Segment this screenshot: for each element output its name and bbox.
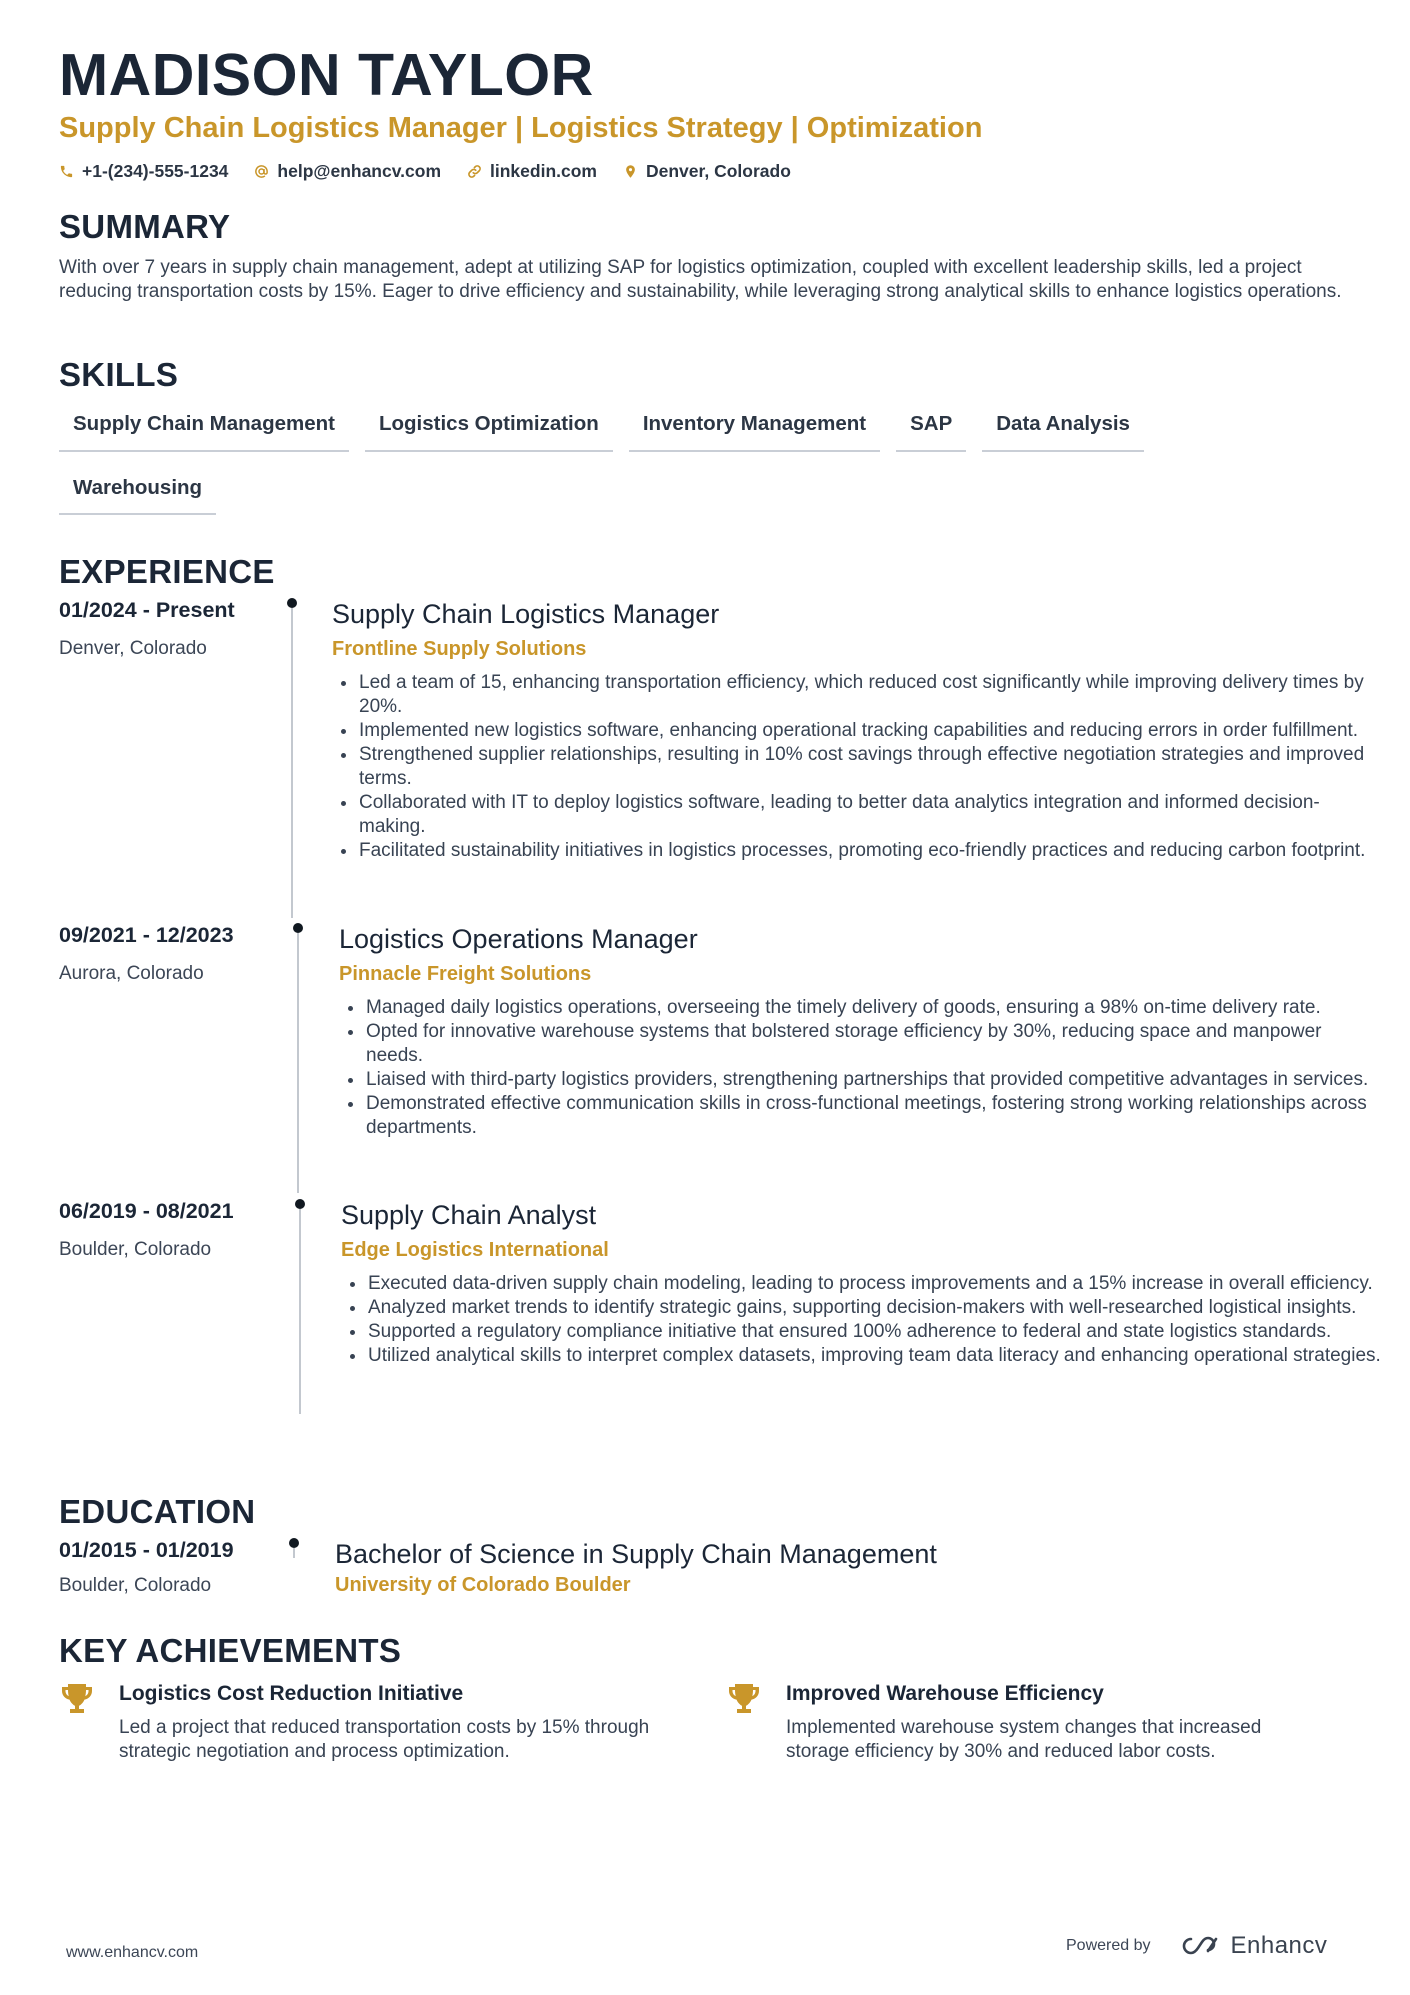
contact-linkedin[interactable] — [467, 161, 597, 182]
experience-bullets — [341, 1272, 1381, 1368]
timeline-line — [299, 1209, 301, 1414]
experience-role: Supply Chain Analyst — [341, 1200, 597, 1230]
skill-tag: Warehousing — [59, 472, 216, 516]
timeline-dot — [287, 598, 297, 608]
achievement-description: Implemented warehouse system changes that increased storage efficiency by 30% and reduced labor costs. — [786, 1717, 1262, 1762]
experience-bullet: Strengthened supplier relationships, resulting in 10% cost savings through effective negotiation strategies and improved terms. — [332, 743, 1372, 791]
contact-phone[interactable] — [59, 161, 228, 182]
education-school: University of Colorado Boulder — [335, 1574, 631, 1597]
candidate-headline: Supply Chain Logistics Manager | Logistics Strategy | Optimization — [59, 112, 983, 144]
experience-bullet: Led a team of 15, enhancing transportation efficiency, which reduced cost significantly while improving delivery times by 20%. — [332, 671, 1372, 719]
experience-dates: 06/2019 - 08/2021 — [59, 1199, 234, 1223]
experience-bullet: Collaborated with IT to deploy logistics software, leading to better data analytics integration and informed decision-making. — [332, 791, 1372, 839]
skills-heading: SKILLS — [59, 356, 179, 393]
timeline-line — [291, 608, 293, 918]
education-dates: 01/2015 - 01/2019 — [59, 1538, 234, 1562]
experience-bullets — [339, 996, 1379, 1140]
skill-tag: Inventory Management — [629, 408, 880, 452]
experience-bullet: Facilitated sustainability initiatives in logistics processes, promoting eco-friendly practices and reducing carbon footprint. — [332, 839, 1372, 863]
achievement-title: Improved Warehouse Efficiency — [786, 1682, 1104, 1705]
location-pin-icon — [623, 164, 638, 179]
experience-bullet: Demonstrated effective communication skills in cross-functional meetings, fostering strong working relationships across departments. — [339, 1092, 1379, 1140]
education-degree: Bachelor of Science in Supply Chain Management — [335, 1539, 937, 1569]
timeline-line — [293, 1548, 295, 1558]
achievement-description: Led a project that reduced transportation costs by 15% through strategic negotiation and process optimization. — [119, 1717, 650, 1762]
contact-email-text: help@enhancv.com — [277, 161, 442, 181]
footer-branding — [1066, 1932, 1327, 1960]
at-icon — [254, 164, 269, 179]
timeline-dot — [293, 923, 303, 933]
achievement-title: Logistics Cost Reduction Initiative — [119, 1682, 464, 1705]
trophy-icon — [59, 1682, 95, 1716]
enhancv-logo-icon — [1177, 1934, 1223, 1958]
brand-logo[interactable] — [1177, 1932, 1328, 1960]
experience-bullet: Opted for innovative warehouse systems that bolstered storage efficiency by 30%, reducing space and manpower needs. — [339, 1020, 1379, 1068]
experience-dates: 01/2024 - Present — [59, 598, 235, 622]
skill-tag: Data Analysis — [982, 408, 1144, 452]
contact-linkedin-text: linkedin.com — [490, 161, 597, 181]
experience-heading: EXPERIENCE — [59, 553, 275, 590]
achievements-heading: KEY ACHIEVEMENTS — [59, 1632, 402, 1669]
experience-bullets — [332, 671, 1372, 863]
skill-tag: Logistics Optimization — [365, 408, 613, 452]
summary-text: With over 7 years in supply chain management, adept at utilizing SAP for logistics optimization, coupled with excellent leadership skills, led a project reducing transportation costs by 15%. Eager to drive efficiency and sustainability, while leveraging strong analytical skills to enhance logistics operations. — [59, 257, 1342, 302]
powered-by-label: Powered by — [1066, 1937, 1151, 1954]
experience-bullet: Executed data-driven supply chain modeling, leading to process improvements and a 15% increase in overall efficiency. — [341, 1272, 1381, 1296]
experience-bullet: Utilized analytical skills to interpret complex datasets, improving team data literacy and enhancing operational strategies. — [341, 1344, 1381, 1368]
trophy-icon — [726, 1682, 762, 1716]
contact-location-text: Denver, Colorado — [645, 161, 791, 181]
timeline-dot — [295, 1199, 305, 1209]
experience-location: Denver, Colorado — [59, 637, 207, 659]
experience-location: Aurora, Colorado — [59, 962, 204, 984]
experience-role: Logistics Operations Manager — [339, 924, 698, 954]
contact-email[interactable] — [254, 161, 441, 182]
experience-bullet: Implemented new logistics software, enhancing operational tracking capabilities and reducing errors in order fulfillment. — [332, 719, 1372, 743]
experience-company: Pinnacle Freight Solutions — [339, 963, 592, 986]
education-heading: EDUCATION — [59, 1493, 256, 1530]
education-location: Boulder, Colorado — [59, 1574, 212, 1596]
skill-tag: Supply Chain Management — [59, 408, 349, 452]
summary-heading: SUMMARY — [59, 208, 231, 245]
skills-list — [59, 408, 1299, 515]
experience-company: Frontline Supply Solutions — [332, 638, 587, 661]
experience-bullet: Managed daily logistics operations, overseeing the timely delivery of goods, ensuring a 98% on-time delivery rate. — [339, 996, 1379, 1020]
timeline-line — [297, 933, 299, 1193]
contact-phone-text: +1-(234)-555-1234 — [82, 161, 229, 181]
contact-bar — [59, 161, 791, 182]
skill-tag: SAP — [896, 408, 966, 452]
experience-bullet: Analyzed market trends to identify strategic gains, supporting decision-makers with well-researched logistical insights. — [341, 1296, 1381, 1320]
timeline-dot — [289, 1538, 299, 1548]
brand-name: Enhancv — [1230, 1932, 1328, 1959]
phone-icon — [59, 164, 74, 179]
experience-role: Supply Chain Logistics Manager — [332, 599, 720, 629]
experience-company: Edge Logistics International — [341, 1239, 609, 1262]
experience-location: Boulder, Colorado — [59, 1238, 212, 1260]
footer-website-link[interactable]: www.enhancv.com — [66, 1944, 199, 1961]
experience-bullet: Supported a regulatory compliance initiative that ensured 100% adherence to federal and state logistics standards. — [341, 1320, 1381, 1344]
contact-location — [623, 161, 791, 182]
experience-dates: 09/2021 - 12/2023 — [59, 923, 234, 947]
candidate-name: MADISON TAYLOR — [59, 42, 594, 108]
link-icon — [467, 164, 482, 179]
experience-bullet: Liaised with third-party logistics providers, strengthening partnerships that provided competitive advantages in services. — [339, 1068, 1379, 1092]
